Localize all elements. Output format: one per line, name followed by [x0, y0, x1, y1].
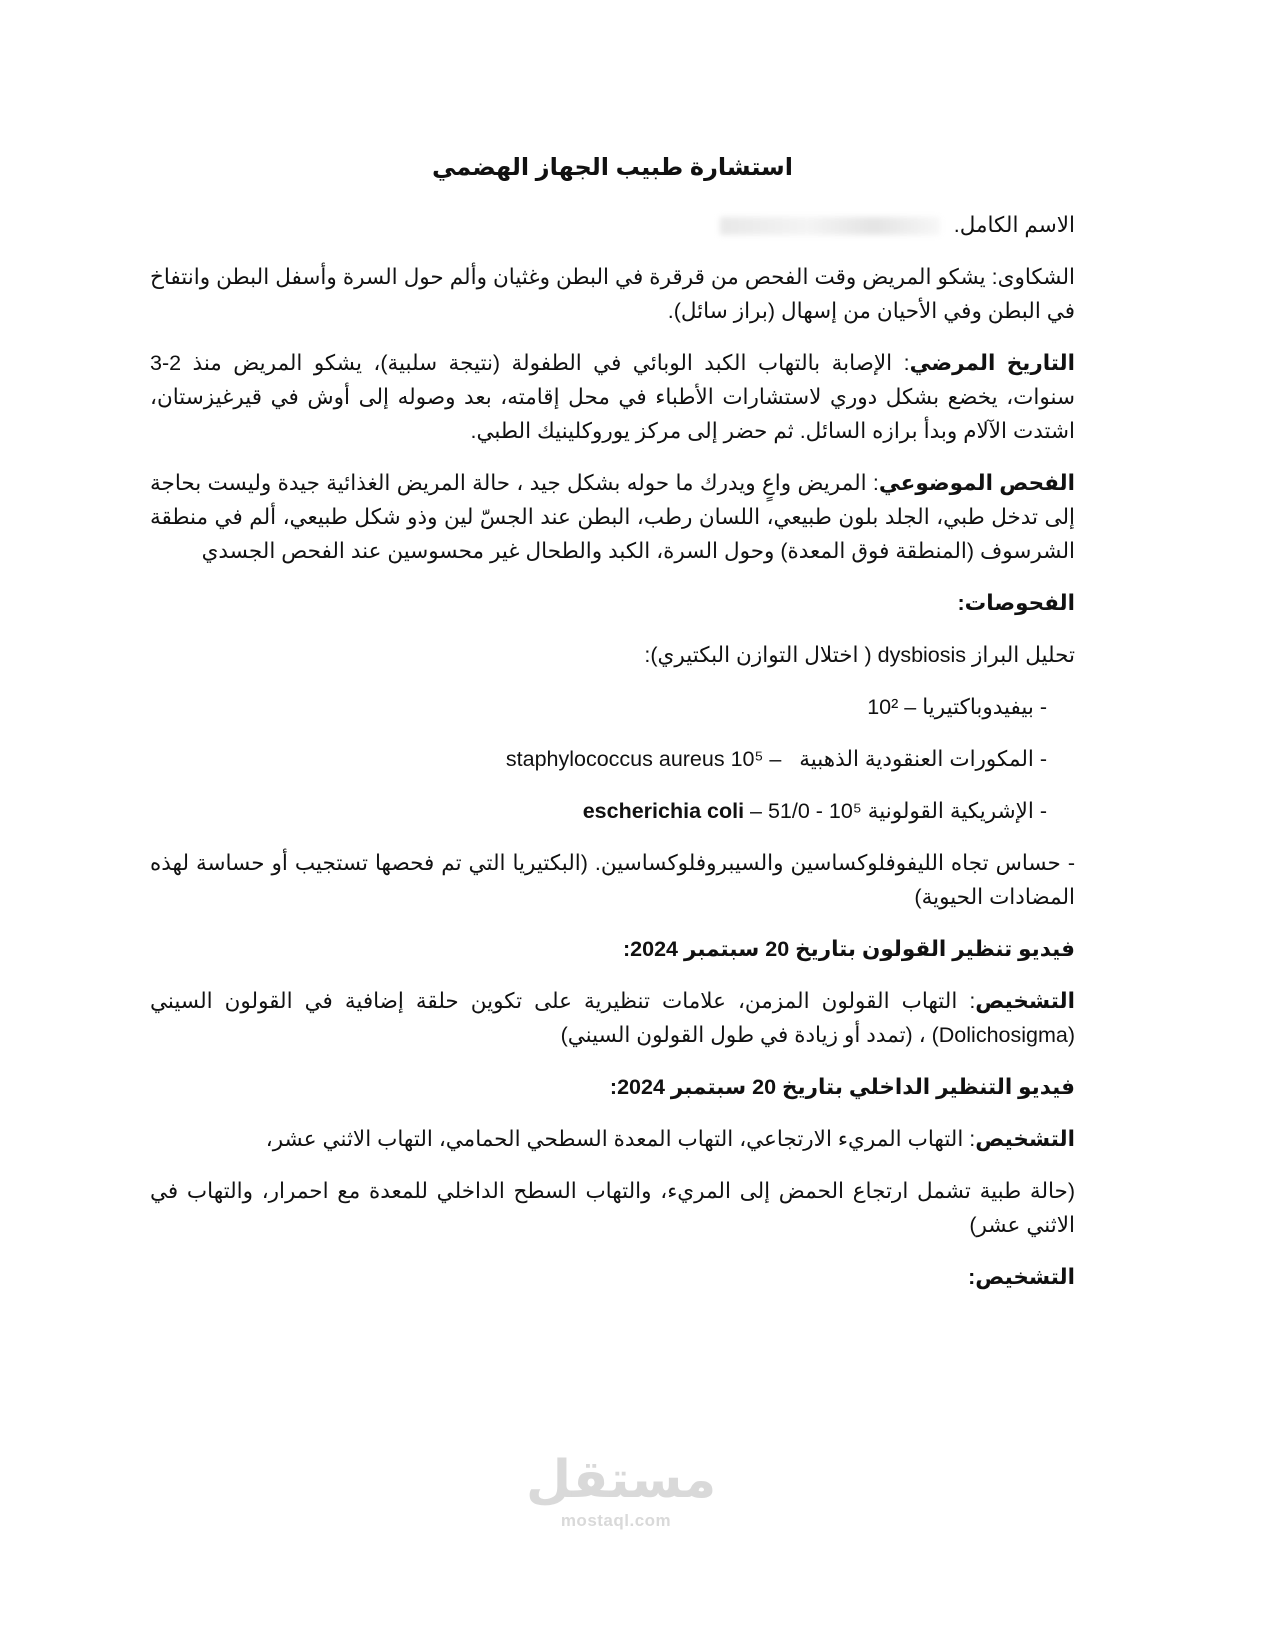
mostaql-watermark [526, 1450, 717, 1532]
bifidobacteria-value: 10² [867, 695, 899, 719]
list-item-staphylococcus [150, 742, 1075, 776]
watermark-url: mostaql.com [560, 1511, 672, 1530]
endoscopy-diagnosis [150, 1122, 1075, 1156]
staphylococcus-value: 10⁵ – [730, 747, 782, 771]
watermark-logo: مستقل [526, 1450, 717, 1510]
colonoscopy-diagnosis-note: ، (تمدد أو زيادة في طول القولون السيني) [560, 1023, 926, 1047]
sensitivity-paragraph: - حساس تجاه الليفوفلوكساسين والسيبروفلوكساسين. (البكتيريا التي تم فحصها تستجيب أو حساسة لهذه المضادات الحيوية) [150, 851, 1075, 909]
history-paragraph [150, 346, 1075, 448]
exam-text: : المريض واعٍ ويدرك ما حوله بشكل جيد ، حالة المريض الغذائية جيدة وليست بحاجة إلى تدخل طبي، الجلد بلون طبيعي، اللسان رطب، البطن عند الجسّ لين وذو شكل طبيعي، ألم في منطقة الشرسوف (المنطقة فوق المعدة) وحول السرة، الكبد والطحال غير محسوسين عند الفحص الجسدي [150, 471, 1075, 563]
staphylococcus-label: - المكورات العنقودية الذهبية [799, 747, 1047, 771]
endoscopy-explanation: (حالة طبية تشمل ارتجاع الحمض إلى المريء، والتهاب السطح الداخلي للمعدة مع احمرار، والتهاب في الاثني عشر) [150, 1179, 1075, 1237]
stool-test-line [150, 638, 1075, 672]
full-name-label: الاسم الكامل. [953, 213, 1075, 237]
complaints-paragraph: الشكاوى: يشكو المريض وقت الفحص من قرقرة في البطن وغثيان وألم حول السرة وأسفل البطن وانتفاخ في البطن وفي الأحيان من إسهال (براز سائل). [150, 265, 1075, 323]
full-name-line [150, 208, 1075, 242]
endoscopy-diagnosis-label: التشخيص [975, 1127, 1075, 1151]
stool-test-term: dysbiosis [877, 643, 967, 667]
dolichosigma-term: (Dolichosigma) [931, 1023, 1075, 1047]
ecoli-label: - الإشريكية القولونية [867, 799, 1047, 823]
list-item-ecoli [150, 794, 1075, 828]
ecoli-value: – 51/0 - 10⁵ [750, 799, 862, 823]
list-item-bifidobacteria [150, 690, 1075, 724]
staphylococcus-term: staphylococcus aureus [505, 747, 725, 771]
stool-test-note: ( اختلال التوازن البكتيري): [644, 643, 872, 667]
document-body [150, 150, 1075, 1312]
exam-paragraph [150, 466, 1075, 568]
stool-test-label: تحليل البراز [972, 643, 1075, 667]
tests-heading: الفحوصات: [957, 591, 1075, 615]
document-title: استشارة طبيب الجهاز الهضمي [432, 154, 793, 181]
exam-label: الفحص الموضوعي [878, 471, 1076, 495]
redacted-name [720, 217, 940, 235]
ecoli-term: escherichia coli [582, 799, 745, 823]
colonoscopy-diagnosis-text: : التهاب القولون المزمن، علامات تنظيرية على تكوين حلقة إضافية في القولون السيني [150, 989, 976, 1013]
colonoscopy-diagnosis [150, 984, 1075, 1052]
history-label: التاريخ المرضي [909, 351, 1075, 375]
endoscopy-heading: فيديو التنظير الداخلي بتاريخ 20 سبتمبر 2024: [609, 1075, 1075, 1099]
history-text: : الإصابة بالتهاب الكبد الوبائي في الطفولة (نتيجة سلبية)، يشكو المريض منذ 2-3 سنوات، يخضع بشكل دوري لاستشارات الأطباء في محل إقامته، بعد وصوله إلى أوش في قيرغيزستان، اشتدت الآلام وبدأ برازه السائل. ثم حضر إلى مركز يوروكلينيك الطبي. [150, 351, 1075, 443]
bifidobacteria-label: - بيفيدوباكتيريا – [904, 695, 1047, 719]
final-diagnosis-heading: التشخيص: [968, 1265, 1075, 1289]
colonoscopy-diagnosis-label: التشخيص [975, 989, 1075, 1013]
endoscopy-diagnosis-text: : التهاب المريء الارتجاعي، التهاب المعدة السطحي الحمامي، التهاب الاثني عشر، [265, 1127, 976, 1151]
colonoscopy-heading: فيديو تنظير القولون بتاريخ 20 سبتمبر 2024: [623, 937, 1075, 961]
